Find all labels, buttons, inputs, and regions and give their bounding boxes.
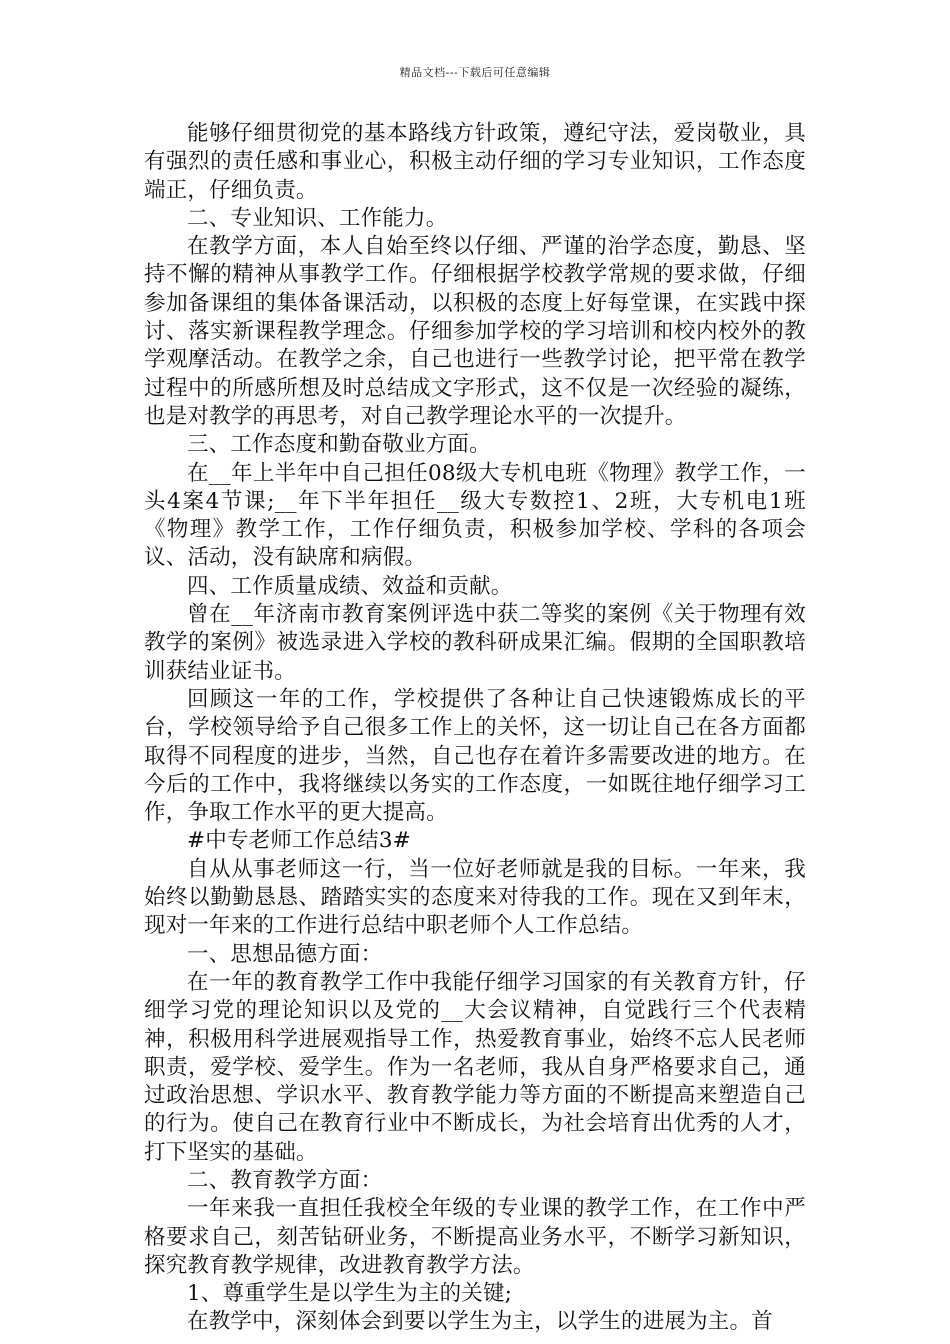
paragraph: 曾在__年济南市教育案例评选中获二等奖的案例《关于物理有效教学的案例》被选录进入学校的教科研成果汇编。假期的全国职教培训获结业证书。: [144, 602, 806, 684]
paragraph: 自从从事老师这一行，当一位好老师就是我的目标。一年来，我始终以勤勤恳恳、踏踏实实的态度来对待我的工作。现在又到年末，现对一年来的工作进行总结中职老师个人工作总结。: [144, 856, 806, 939]
paragraph: 在一年的教育教学工作中我能仔细学习国家的有关教育方针，仔细学习党的理论知识以及党的__大会议精神，自觉践行三个代表精神，积极用科学进展观指导工作，热爱教育事业，始终不忘人民老师职责，爱学校、爱学生。作为一名老师，我从自身严格要求自己，通过政治思想、学识水平、教育教学能力等方面的不断提高来塑造自己的行为。使自己在教育行业中不断成长，为社会培育出优秀的人才，打下坚实的基础。: [144, 969, 806, 1165]
paragraph: 在教学中，深刻体会到要以学生为主，以学生的进展为主。首: [187, 1309, 773, 1335]
paragraph: 能够仔细贯彻党的基本路线方针政策，遵纪守法，爱岗敬业，具有强烈的责任感和事业心，积极主动仔细的学习专业知识，工作态度端正，仔细负责。: [144, 121, 806, 203]
sub-heading: 1、尊重学生是以学生为主的关键;: [187, 1281, 513, 1307]
paragraph: 在__年上半年中自己担任08级大专机电班《物理》教学工作，一头4案4节课;__年下半年担任__级大专数控1、2班，大专机电1班《物理》教学工作，工作仔细负责，积极参加学校、学科的各项会议、活动，没有缺席和病假。: [144, 460, 806, 571]
section-heading: 二、专业知识、工作能力。: [187, 205, 448, 231]
section-heading: 四、工作质量成绩、效益和贡献。: [187, 573, 513, 599]
article-title: #中专老师工作总结3#: [187, 828, 411, 854]
section-heading: 二、教育教学方面：: [187, 1167, 383, 1193]
document-body: [144, 120, 806, 1337]
paragraph: 回顾这一年的工作，学校提供了各种让自己快速锻炼成长的平台，学校领导给予自己很多工作上的关怀，这一切让自己在各方面都取得不同程度的进步，当然，自己也存在着许多需要改进的地方。在今后的工作中，我将继续以务实的工作态度，一如既往地仔细学习工作，争取工作水平的更大提高。: [144, 686, 806, 826]
section-heading: 一、思想品德方面：: [187, 941, 383, 967]
section-heading: 三、工作态度和勤奋敬业方面。: [187, 432, 491, 458]
page-header: 精品文档---下载后可任意编辑: [399, 66, 551, 79]
paragraph: 一年来我一直担任我校全年级的专业课的教学工作，在工作中严格要求自己，刻苦钻研业务，不断提高业务水平，不断学习新知识，探究教育教学规律，改进教育教学方法。: [144, 1196, 806, 1278]
paragraph: 在教学方面，本人自始至终以仔细、严谨的治学态度，勤恳、坚持不懈的精神从事教学工作。仔细根据学校教学常规的要求做，仔细参加备课组的集体备课活动，以积极的态度上好每堂课，在实践中探讨、落实新课程教学理念。仔细参加学校的学习培训和校内校外的教学观摩活动。在教学之余，自己也进行一些教学讨论，把平常在教学过程中的所感所想及时总结成文字形式，这不仅是一次经验的凝练，也是对教学的再思考，对自己教学理论水平的一次提升。: [144, 234, 806, 429]
